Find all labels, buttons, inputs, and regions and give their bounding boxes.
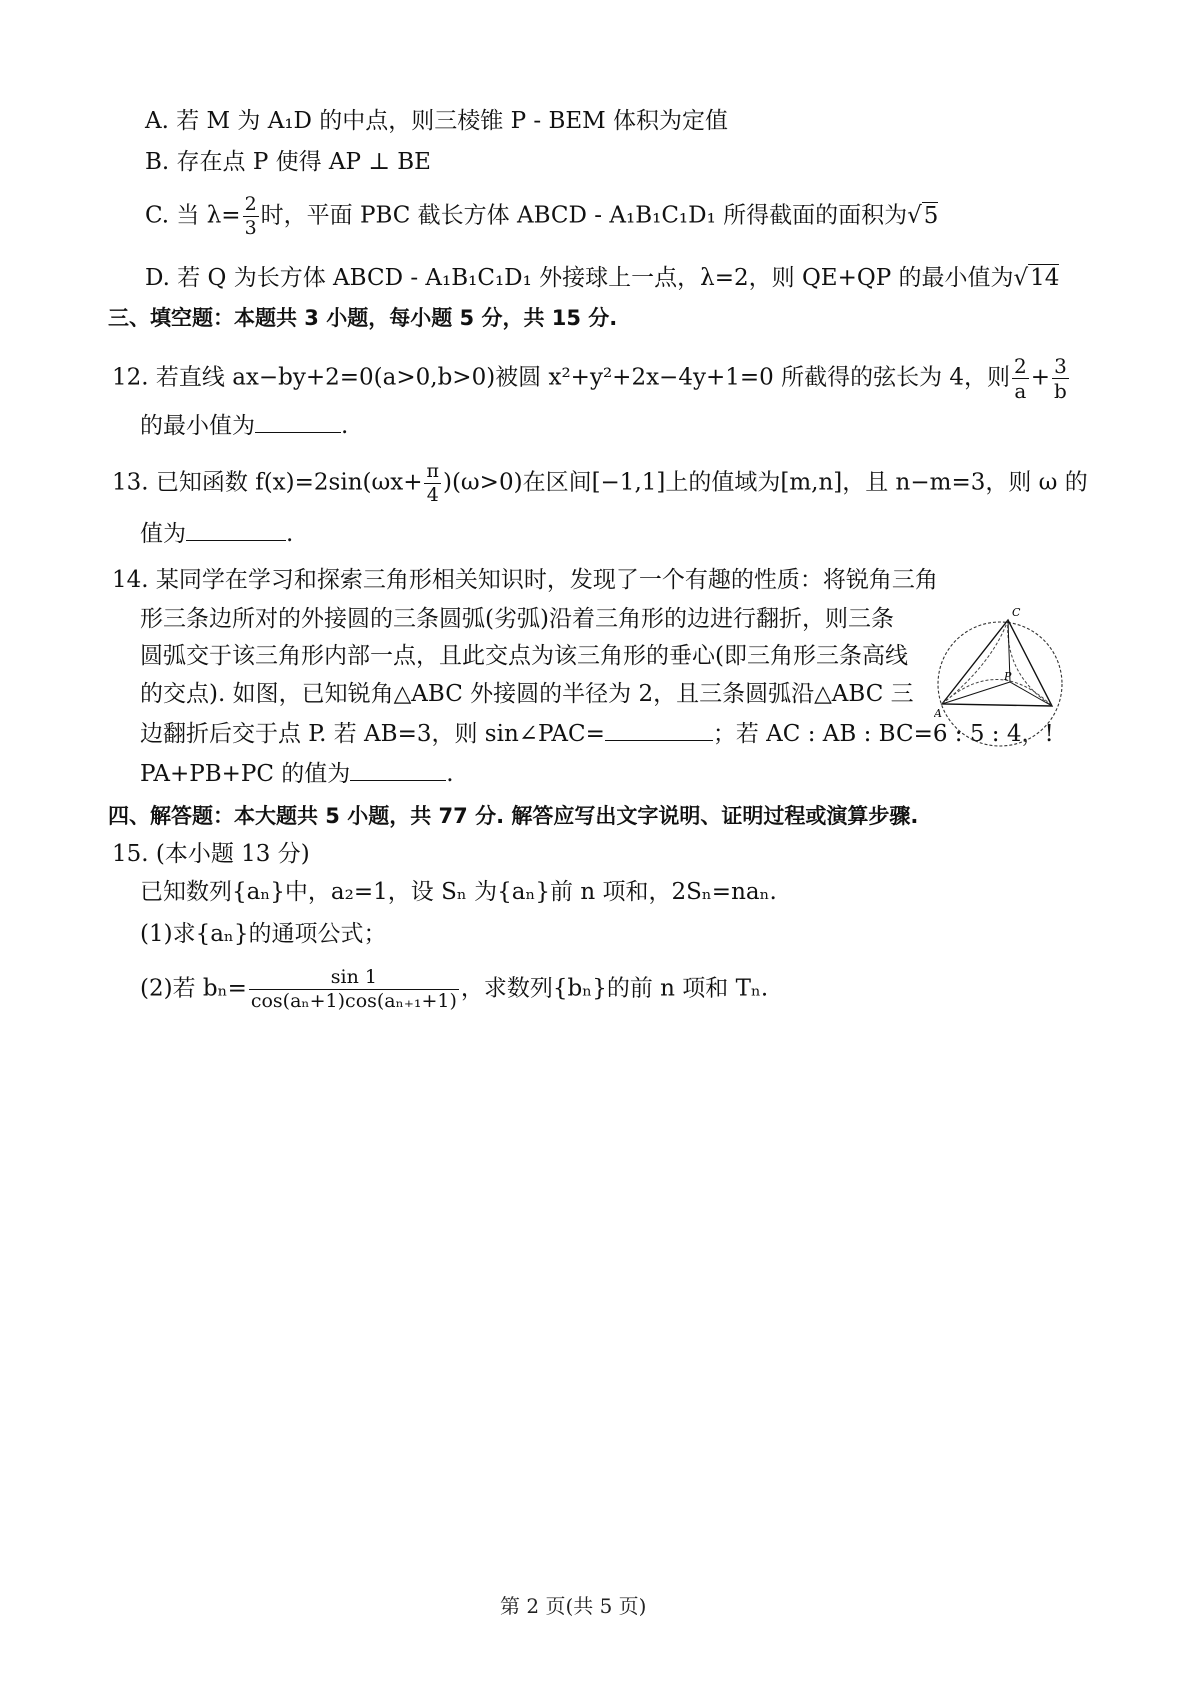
q14-line-1: 14. 某同学在学习和探索三角形相关知识时，发现了一个有趣的性质：将锐角三角 <box>112 567 938 593</box>
circumcircle <box>938 622 1062 746</box>
q15-fraction <box>249 968 459 1011</box>
q14-answer-blank-2[interactable] <box>350 760 446 781</box>
q13-pi-den: 4 <box>426 484 439 506</box>
q15-stem: 已知数列{aₙ}中，a₂=1，设 Sₙ 为{aₙ}前 n 项和，2Sₙ=naₙ. <box>140 879 777 905</box>
q13-pi-fraction <box>424 462 441 505</box>
option-d-text: D. 若 Q 为长方体 ABCD - A₁B₁C₁D₁ 外接球上一点，λ=2，则 QE+QP 的最小值为 <box>145 265 1014 291</box>
q12-fraction-1-num: 2 <box>1014 354 1027 378</box>
label-p: P <box>1004 670 1012 683</box>
q15-part-2-pre: (2)若 bₙ= <box>140 975 247 1002</box>
segment-pa <box>942 682 1010 704</box>
q12-fraction-2 <box>1052 356 1069 401</box>
section-3-heading: 三、填空题：本题共 3 小题，每小题 5 分，共 15 分. <box>108 306 618 330</box>
q15-part-2-post: ，求数列{bₙ}的前 n 项和 Tₙ. <box>460 975 769 1002</box>
q15-fraction-den: cos(aₙ+1)cos(aₙ₊₁+1) <box>250 990 457 1012</box>
q12-fraction-1-den: a <box>1014 379 1027 403</box>
q15-part-2 <box>140 968 768 1011</box>
q13-text-post: )(ω>0)在区间[−1,1]上的值域为[m,n]，且 n−m=3，则 ω 的 <box>442 469 1088 496</box>
page-footer: 第 2 页(共 5 页) <box>500 1594 647 1618</box>
q12-line-1 <box>112 356 1071 401</box>
option-d-sqrt: 14 <box>1030 265 1060 291</box>
q14-line-6 <box>140 758 454 790</box>
option-b: B. 存在点 P 使得 AP ⊥ BE <box>145 149 431 175</box>
q12-fraction-2-den: b <box>1054 379 1067 403</box>
q14-line-3: 圆弧交于该三角形内部一点，且此交点为该三角形的垂心(即三角形三条高线 <box>140 643 908 669</box>
label-a: A <box>934 707 942 720</box>
q13-period: . <box>286 521 294 547</box>
q13-pi-num: π <box>426 460 439 482</box>
q15-part-1: (1)求{aₙ}的通项公式； <box>140 921 387 947</box>
q15-heading: 15. (本小题 13 分) <box>112 841 310 867</box>
q14-line-5 <box>140 718 1054 750</box>
q14-period: . <box>446 761 454 787</box>
option-c-fraction <box>243 195 259 238</box>
option-c-fraction-den: 3 <box>244 217 257 239</box>
q12-answer-blank[interactable] <box>255 412 341 433</box>
q15-fraction-num: sin 1 <box>249 968 459 990</box>
q12-period: . <box>341 413 349 439</box>
q14-sin-text: 边翻折后交于点 P. 若 AB=3，则 sin∠PAC= <box>140 721 605 747</box>
option-a: A. 若 M 为 A₁D 的中点，则三棱锥 P - BEM 体积为定值 <box>145 108 729 134</box>
label-c: C <box>1012 606 1021 619</box>
q13-text-pre: 13. 已知函数 f(x)=2sin(ωx+ <box>112 469 423 496</box>
triangle-circle-figure <box>934 604 1064 754</box>
option-c-text: 时，平面 PBC 截长方体 ABCD - A₁B₁C₁D₁ 所得截面的面积为 <box>260 202 908 229</box>
q12-plus: + <box>1030 364 1051 391</box>
q12-fraction-2-num: 3 <box>1052 356 1069 379</box>
q14-sum-text: PA+PB+PC 的值为 <box>140 761 351 787</box>
q14-line-4: 的交点). 如图，已知锐角△ABC 外接圆的半径为 2，且三条圆弧沿△ABC 三 <box>140 681 914 707</box>
option-c-sqrt: 5 <box>923 202 939 229</box>
q12-line-2 <box>140 410 348 442</box>
q12-text: 12. 若直线 ax−by+2=0(a>0,b>0)被圆 x²+y²+2x−4y+1=0 所截得的弦长为 4，则 <box>112 364 1011 391</box>
q13-line-2 <box>140 518 293 550</box>
q12-fraction-1 <box>1012 356 1029 401</box>
q13-answer-blank[interactable] <box>186 520 286 541</box>
option-c: C. 当 λ= $\frac{2}{3}$ 时，平面 PBC 截长方体 ABCD - A₁B₁C₁D₁ 所得截面的面积为√5 <box>145 193 939 239</box>
q13-line-1 <box>112 462 1088 505</box>
q12-min-text: 的最小值为 <box>140 413 255 439</box>
q14-answer-blank-1[interactable] <box>605 720 713 741</box>
option-c-prefix: C. 当 λ= <box>145 202 241 229</box>
q14-ratio-text: ；若 AC : AB : BC=6 : 5 : 4，! <box>712 721 1054 747</box>
section-4-heading: 四、解答题：本大题共 5 小题，共 77 分. 解答应写出文字说明、证明过程或演算步骤. <box>108 804 919 828</box>
option-c-fraction-num: 2 <box>244 193 257 215</box>
option-d: D. 若 Q 为长方体 ABCD - A₁B₁C₁D₁ 外接球上一点，λ=2，则 QE+QP 的最小值为√14 <box>145 265 1060 291</box>
q14-line-2: 形三条边所对的外接圆的三条圆弧(劣弧)沿着三角形的边进行翻折，则三条 <box>140 606 894 632</box>
q13-value-text: 值为 <box>140 521 186 547</box>
